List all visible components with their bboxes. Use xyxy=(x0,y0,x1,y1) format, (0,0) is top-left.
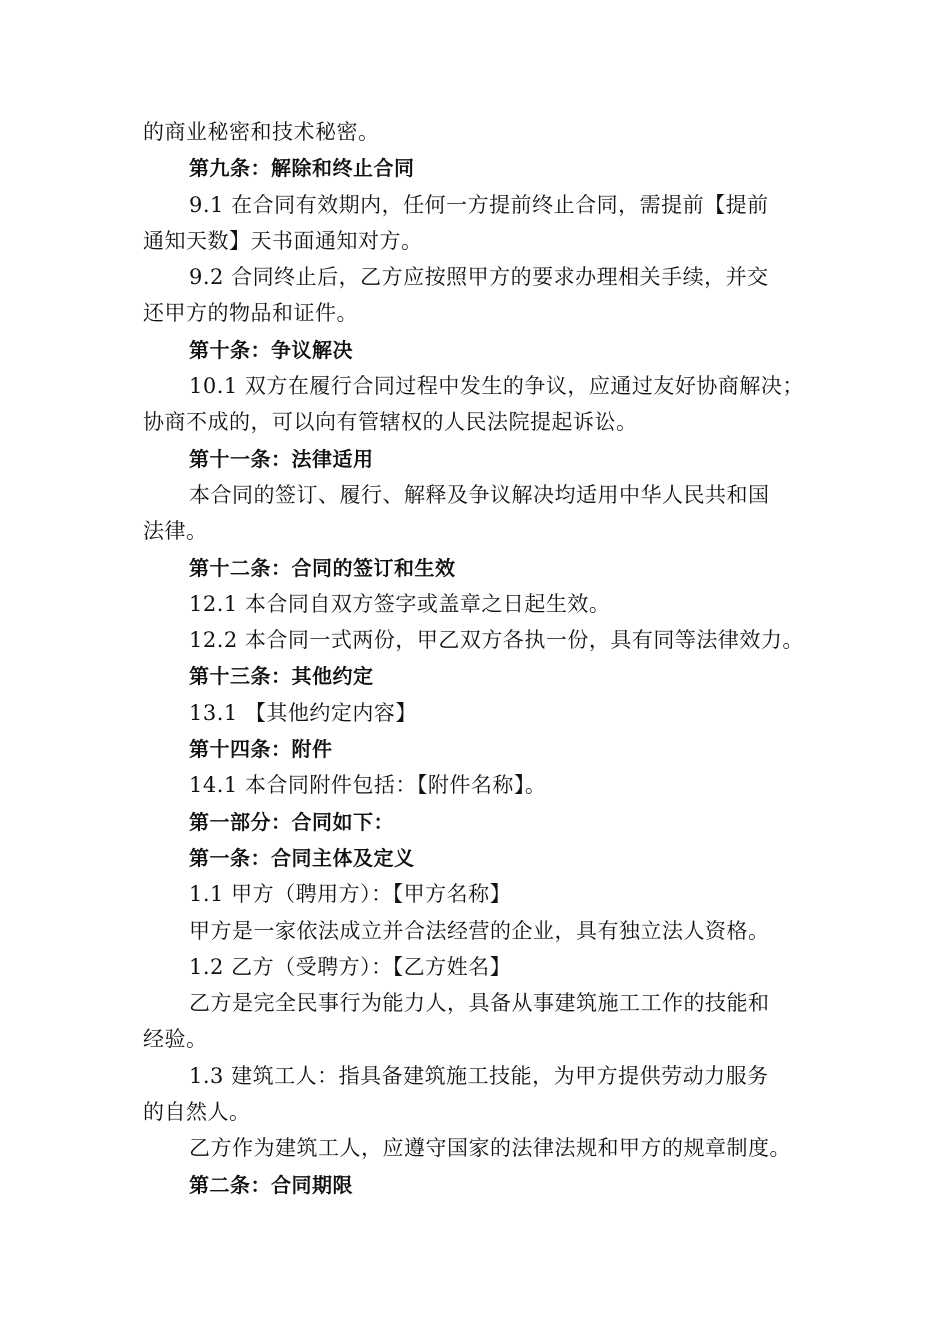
article-heading: 第二条：合同期限 xyxy=(189,1172,353,1197)
paragraph-line: 的商业秘密和技术秘密。 xyxy=(143,120,380,144)
document-body xyxy=(143,114,823,1203)
paragraph-line: 还甲方的物品和证件。 xyxy=(143,301,358,326)
paragraph-line: 13.1 【其他约定内容】 xyxy=(189,700,417,725)
paragraph-line: 9.2 合同终止后，乙方应按照甲方的要求办理相关手续，并交 xyxy=(189,265,769,290)
article-heading: 第十三条：其他约定 xyxy=(189,664,374,689)
paragraph-line: 通知天数】天书面通知对方。 xyxy=(143,228,423,253)
article-heading: 第十四条：附件 xyxy=(189,737,333,762)
paragraph-line: 本合同的签订、履行、解释及争议解决均适用中华人民共和国 xyxy=(189,482,770,507)
paragraph-line: 12.1 本合同自双方签字或盖章之日起生效。 xyxy=(189,591,611,616)
paragraph-line: 协商不成的，可以向有管辖权的人民法院提起诉讼。 xyxy=(143,410,638,435)
section-heading: 第一部分：合同如下： xyxy=(189,809,394,834)
article-heading: 第九条：解除和终止合同 xyxy=(189,156,415,181)
article-heading: 第十条：争议解决 xyxy=(189,337,353,362)
paragraph-line: 12.2 本合同一式两份，甲乙双方各执一份，具有同等法律效力。 xyxy=(189,628,804,653)
article-heading: 第十一条：法律适用 xyxy=(189,446,374,471)
paragraph-line: 14.1 本合同附件包括：【附件名称】。 xyxy=(189,773,547,798)
paragraph-line: 的自然人。 xyxy=(143,1100,251,1125)
article-heading: 第一条：合同主体及定义 xyxy=(189,845,415,870)
paragraph-line: 10.1 双方在履行合同过程中发生的争议，应通过友好协商解决； xyxy=(189,374,804,399)
paragraph-line: 1.1 甲方（聘用方）：【甲方名称】 xyxy=(189,882,512,907)
paragraph-line: 乙方作为建筑工人，应遵守国家的法律法规和甲方的规章制度。 xyxy=(189,1136,791,1161)
article-heading: 第十二条：合同的签订和生效 xyxy=(189,555,456,580)
paragraph-line: 经验。 xyxy=(143,1027,208,1052)
paragraph-line: 1.2 乙方（受聘方）：【乙方姓名】 xyxy=(189,954,512,979)
paragraph-line: 9.1 在合同有效期内，任何一方提前终止合同，需提前【提前 xyxy=(189,192,769,217)
paragraph-line: 乙方是完全民事行为能力人，具备从事建筑施工工作的技能和 xyxy=(189,991,770,1016)
paragraph-line: 法律。 xyxy=(143,519,208,544)
paragraph-line: 1.3 建筑工人：指具备建筑施工技能，为甲方提供劳动力服务 xyxy=(189,1063,769,1088)
paragraph-line: 甲方是一家依法成立并合法经营的企业，具有独立法人资格。 xyxy=(189,918,770,943)
